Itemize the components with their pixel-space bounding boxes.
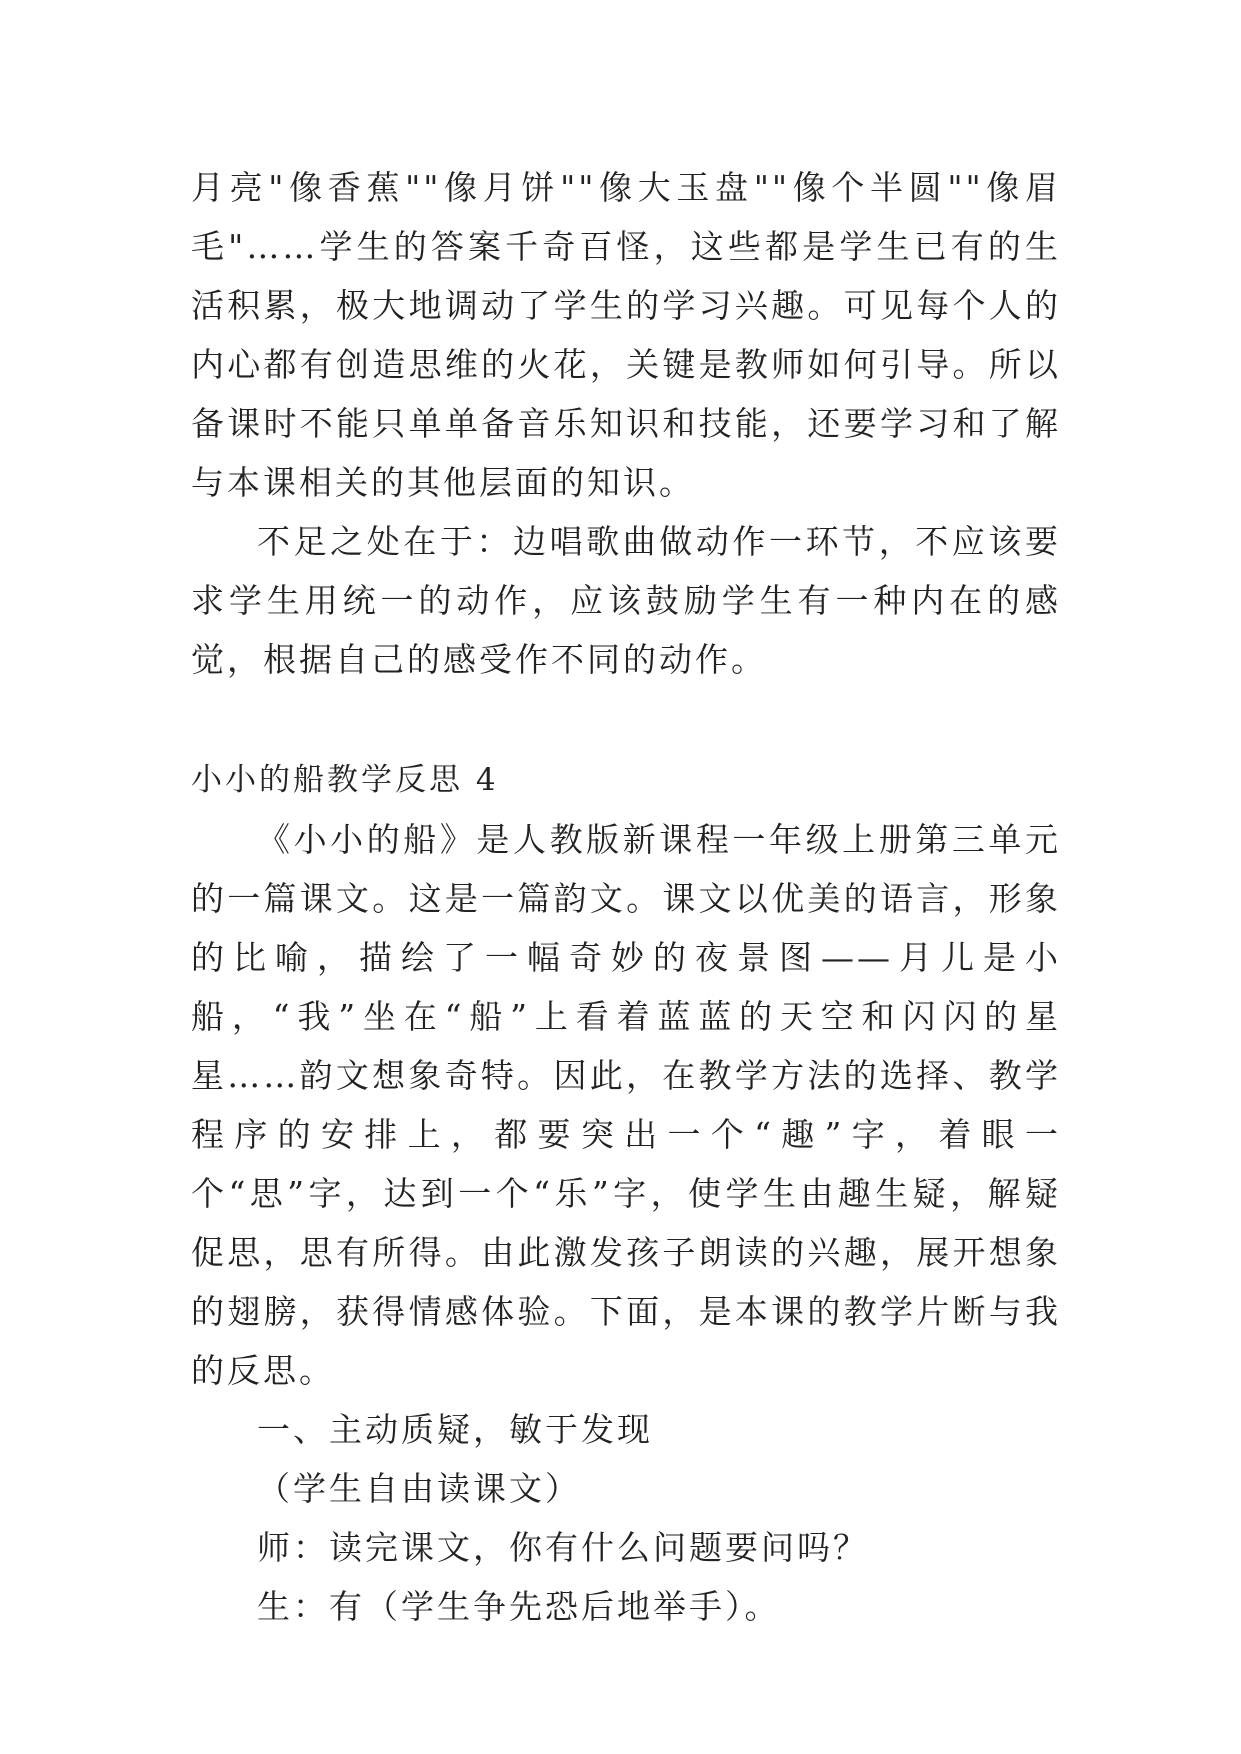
section-spacer <box>191 689 1061 751</box>
paragraph-subheading: 一、主动质疑，敏于发现 <box>257 1410 653 1449</box>
paragraph-teacher-line: 师：读完课文，你有什么问题要问吗？ <box>257 1528 869 1567</box>
paragraph-continued: 月亮"像香蕉""像月饼""像大玉盘""像个半圆""像眉毛"……学生的答案千奇百怪，这些都是学生已有的生活积累，极大地调动了学生的学习兴趣。可见每个人的内心都有创造思维的火花，关键是教师如何引导。所以备课时不能只单单备音乐知识和技能，还要学习和了解与本课相关的其他层面的知识。 <box>191 168 1061 502</box>
paragraph-stage-direction: （学生自由读课文） <box>257 1469 581 1508</box>
paragraph-student-line: 生：有（学生争先恐后地举手）。 <box>257 1587 781 1626</box>
paragraph-shortcomings: 不足之处在于：边唱歌曲做动作一环节，不应该要求学生用统一的动作，应该鼓励学生有一种内在的感觉，根据自己的感受作不同的动作。 <box>191 522 1061 679</box>
section-heading: 小小的船教学反思 4 <box>191 762 499 798</box>
document-content <box>191 158 1061 1636</box>
paragraph-intro: 《小小的船》是人教版新课程一年级上册第三单元的一篇课文。这是一篇韵文。课文以优美的语言，形象的比喻，描绘了一幅奇妙的夜景图——月儿是小船，“我”坐在“船”上看着蓝蓝的天空和闪闪的星星……韵文想象奇特。因此，在教学方法的选择、教学程序的安排上，都要突出一个“趣”字，着眼一个“思”字，达到一个“乐”字，使学生由趣生疑，解疑促思，思有所得。由此激发孩子朗读的兴趣，展开想象的翅膀，获得情感体验。下面，是本课的教学片断与我的反思。 <box>191 820 1061 1390</box>
